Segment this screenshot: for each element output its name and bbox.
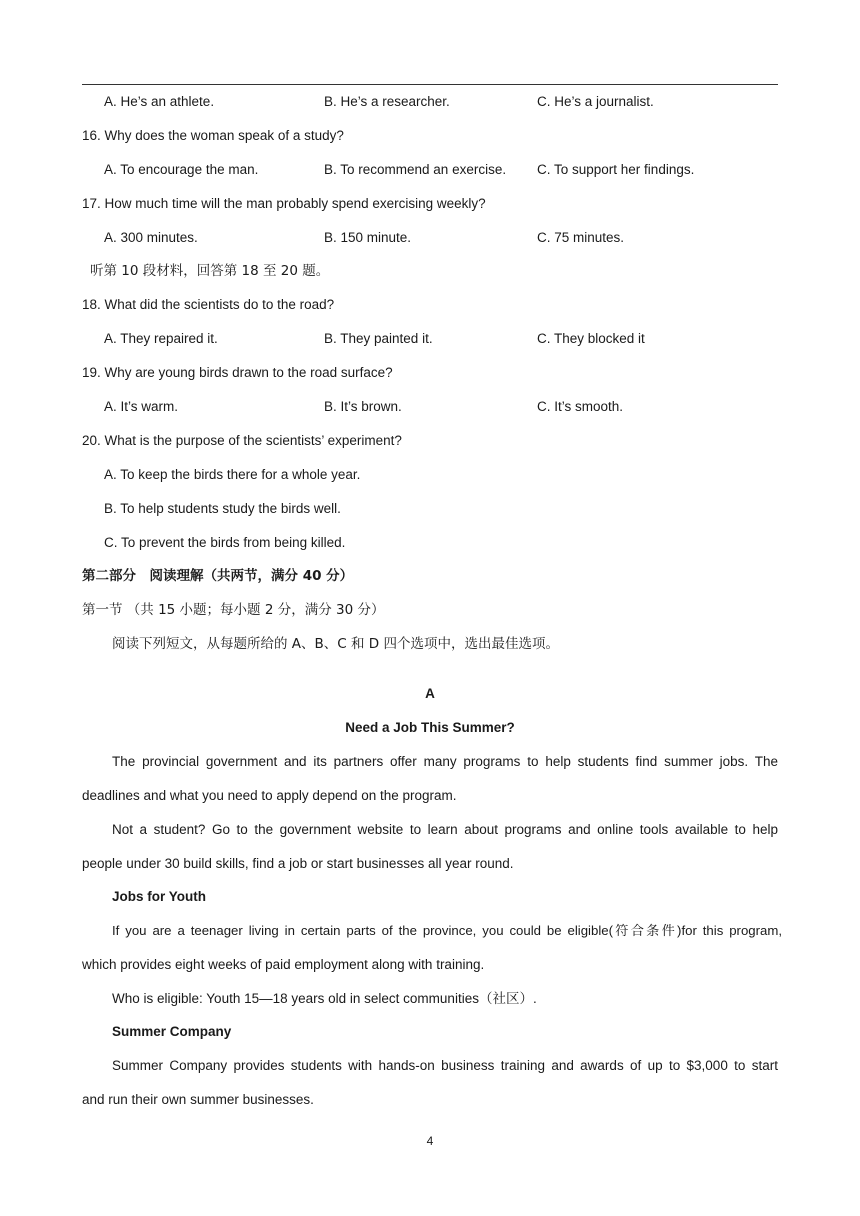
q20-option-b: B. To help students study the birds well. [104,501,341,516]
q20-stem: 20. What is the purpose of the scientists’ experiment? [82,433,402,448]
q16-option-b: B. To recommend an exercise. [324,162,507,177]
subheading-summer-company: Summer Company [112,1024,232,1039]
passage-p1-line1: The provincial government and its partners offer many programs to help students find summer jobs. The [112,754,778,769]
q15-option-c: C. He’s a journalist. [537,94,654,109]
q19-option-c: C. It’s smooth. [537,399,624,414]
passage-p1-line2: deadlines and what you need to apply depend on the program. [82,788,457,803]
reading-instruction: 阅读下列短文，从每题所给的 A、B、C 和 D 四个选项中，选出最佳选项。 [112,636,559,652]
q15-option-a: A. He’s an athlete. [104,94,215,109]
subheading-jobs-for-youth: Jobs for Youth [112,889,206,904]
q19-stem: 19. Why are young birds drawn to the road surface? [82,365,393,380]
q18-stem: 18. What did the scientists do to the road? [82,297,335,312]
passage-title: Need a Job This Summer? [345,720,515,735]
passage-p3-line2: which provides eight weeks of paid employment along with training. [82,957,485,972]
passage-p4: Who is eligible: Youth 15—18 years old in select communities（社区）. [112,991,537,1006]
q18-option-a: A. They repaired it. [104,331,218,346]
passage-letter: A [425,686,435,701]
q17-option-a: A. 300 minutes. [104,230,198,245]
passage-p5-line2: and run their own summer businesses. [82,1092,314,1107]
q16-option-c: C. To support her findings. [537,162,695,177]
q16-option-a: A. To encourage the man. [104,162,259,177]
section10-instruction: 听第 10 段材料，回答第 18 至 20 题。 [90,263,330,279]
part2-heading: 第二部分 阅读理解（共两节，满分 40 分） [82,568,354,584]
passage-p3-line1: If you are a teenager living in certain parts of the province, you could be eligible(符合条件)for this program, [112,923,782,938]
q17-option-c: C. 75 minutes. [537,230,625,245]
q20-option-a: A. To keep the birds there for a whole year. [104,467,361,482]
q18-option-c: C. They blocked it [537,331,645,346]
passage-p2-line2: people under 30 build skills, find a job or start businesses all year round. [82,856,514,871]
passage-p2-line1: Not a student? Go to the government website to learn about programs and online tools available to help [112,822,778,837]
q17-option-b: B. 150 minute. [324,230,412,245]
q19-option-b: B. It’s brown. [324,399,402,414]
passage-p5-line1: Summer Company provides students with hands-on business training and awards of up to $3,000 to start [112,1058,778,1073]
page-number: 4 [426,1134,434,1148]
section1-heading: 第一节 （共 15 小题；每小题 2 分，满分 30 分） [82,602,385,618]
q17-stem: 17. How much time will the man probably spend exercising weekly? [82,196,486,211]
q18-option-b: B. They painted it. [324,331,433,346]
header-rule [82,84,778,85]
q15-option-b: B. He’s a researcher. [324,94,450,109]
q19-option-a: A. It’s warm. [104,399,179,414]
q20-option-c: C. To prevent the birds from being killed. [104,535,346,550]
q16-stem: 16. Why does the woman speak of a study? [82,128,344,143]
